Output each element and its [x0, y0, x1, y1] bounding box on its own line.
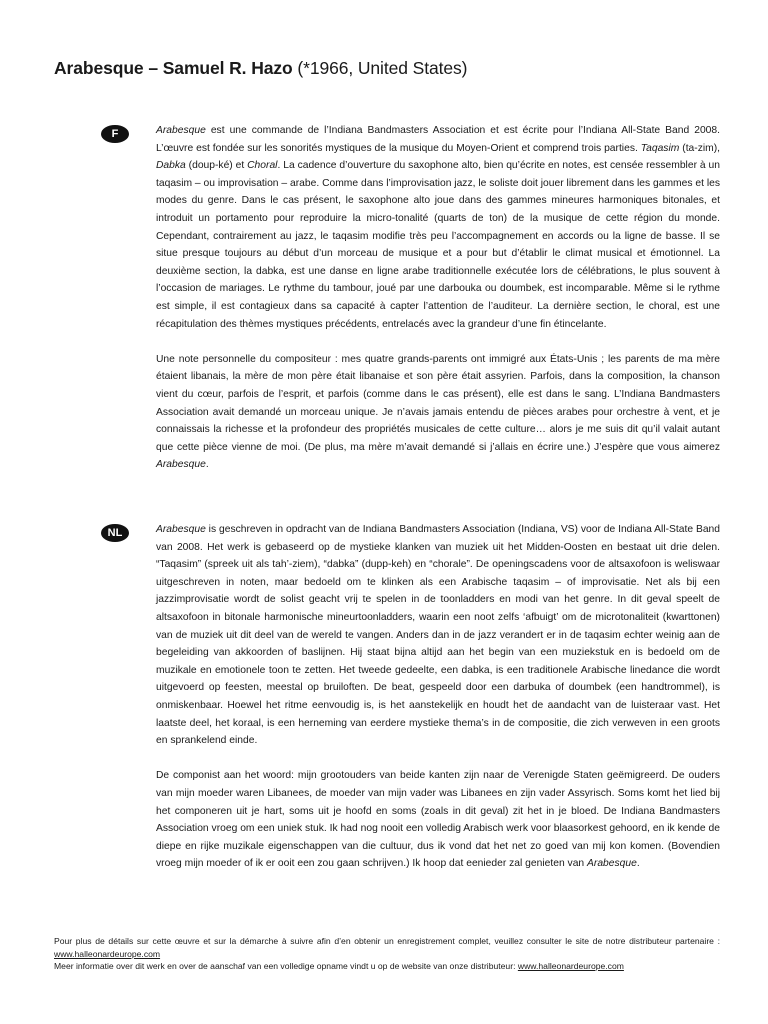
language-badge-french: F — [101, 125, 129, 143]
distributor-link-dutch[interactable]: www.halleonardeurope.com — [517, 961, 624, 972]
italic-run: Arabesque — [156, 524, 206, 535]
italic-run: Choral — [247, 160, 278, 172]
text-run: est une commande de l’Indiana Bandmasters Association et est écrite pour l’Indiana All-State Band 2008. L’œuvre est fondée sur les sonorités mystiques de la musique du Moyen-Orient et comprend trois parties. — [156, 125, 720, 154]
distributor-link-french[interactable]: www.halleonardeurope.com — [54, 948, 161, 959]
text-run: . La cadence d’ouverture du saxophone alto, bien qu’écrite en notes, est censée ressembler à un taqasim – ou improvisation – arabe. Comme dans l’improvisation jazz, le soliste doit jouer librement dans les gammes et les modes du genre. Dans le cas présent, le saxophone alto joue dans des gammes mineures harmoniques bitonales, et introduit un portamento pour reproduire la micro-tonalité (quarts de ton) de la musique de cette région du monde. Cependant, contrairement au jazz, le taqasim modifie très peu l’accompagnement en accords ou la ligne de basse. Il se situe presque toujours au début d’un morceau de musique et a pour but d’établir le climat musical et émotionnel. La deuxième section, la dabka, est une danse en ligne arabe traditionnelle exécutée lors de célébrations, le plus souvent à l’occasion de mariages. Le rythme du tambour, joué par une darbouka ou doumbek, est incomparable. Même si le rythme est simple, il est contagieux dans sa capacité à capter l’attention de l’auditeur. La dernière section, le choral, est une récapitulation des thèmes mystiques précédents, entrelacés avec la grandeur d’une fin étincelante. — [156, 160, 720, 330]
text-run: Une note personnelle du compositeur : mes quatre grands-parents ont immigré aux États-Unis ; les parents de ma mère étaient libanais, la mère de mon père était libanaise et son père était assyrien. Parfois, dans la composition, la chanson vient du cœur, parfois de l’esprit, et parfois (comme dans le cas présent), elle est dans le sang. L’Indiana Bandmasters Association avait demandé un morceau unique. Je n’avais jamais entendu de pièces arabes pour orchestre à vent, et je connaissais la richesse et la profondeur des propriétés musicales de cette culture… alors je me suis dit qu’il valait autant que cette pièce vienne de moi. (De plus, ma mère m’avait demandé si j’allais en écrire une.) J’espère que vous aimerez — [156, 353, 720, 453]
title-separator: – — [143, 58, 163, 78]
title-composer: Samuel R. Hazo — [162, 58, 293, 78]
footer-french — [54, 935, 720, 960]
paragraph — [156, 521, 720, 750]
footer — [54, 935, 720, 973]
page-title — [54, 58, 467, 79]
italic-run: Arabesque — [156, 459, 206, 471]
language-badge-dutch: NL — [101, 524, 129, 542]
paragraph — [156, 351, 720, 474]
italic-run: Arabesque — [587, 858, 637, 870]
footer-dutch — [54, 960, 720, 973]
italic-run: Arabesque — [156, 125, 206, 136]
text-run: . — [636, 858, 640, 870]
text-run: (ta-zim), — [679, 142, 721, 154]
text-run: is geschreven in opdracht van de Indiana Bandmasters Association (Indiana, VS) voor de Indiana All-State Band van 2008. Het werk is gebaseerd op de mystieke klanken van muziek uit het Midden-Oosten en bestaat uit drie delen. “Taqasim” (spreek uit als tah’-ziem), “dabka” (dupp-keh) en “chorale”. De openingscadens voor de altsaxofoon is weliswaar uitgeschreven in noten, maar bedoeld om te klinken als een Arabische taqasim – of improvisatie. Net als bij een jazzimprovisatie wordt de solist geacht vrij te spelen in de toonladders en modi van het genre. In dit geval speelt de altsaxofoon in bitonale harmonische mineurtoonladders, waarin een noot zelfs ‘afbuigt’ om de microtonaliteit (kwarttonen) van de muziek uit dit deel van de wereld te vangen. Anders dan in de jazz verandert er in de taqasim echter weinig aan de begeleiding van akkoorden of baslijnen. Hij staat bijna altijd aan het begin van een muziekstuk en is bedoeld om de muzikale en emotionele toon te zetten. Het tweede gedeelte, een dabka, is een traditionele Arabische linedance die wordt uitgevoerd op feesten, meestal op bruiloften. De beat, gespeeld door een darbuka of doumbek (een handtrommel), is onmiskenbaar. Hoewel het ritme eenvoudig is, is het aanstekelijk en houdt het de aandacht van de luisteraar vast. Het laatste deel, het koraal, is een herneming van eerdere mystieke thema’s in de compositie, die zich verweven in een groots en sprankelend einde. — [156, 524, 720, 747]
title-details: (*1966, United States) — [292, 58, 468, 78]
section-french — [156, 122, 720, 491]
footer-french-text: Pour plus de détails sur cette œuvre et sur la démarche à suivre afin d’en obtenir un enregistrement complet, veuillez consulter le site de notre distributeur partenaire : — [54, 936, 720, 946]
section-dutch — [156, 521, 720, 890]
title-work: Arabesque — [54, 58, 144, 78]
paragraph — [156, 767, 720, 873]
text-run: . — [205, 459, 209, 471]
italic-run: Taqasim — [640, 142, 680, 154]
text-run: De componist aan het woord: mijn grootouders van beide kanten zijn naar de Verenigde Staten geëmigreerd. De ouders van mijn moeder waren Libanees, de moeder van mijn vader was Libanees en zijn vader Assyrisch. Soms komt het lied bij het componeren uit je hart, soms uit je hoofd en soms (zoals in dit geval) zit het in je bloed. De Indiana Bandmasters Association vroeg om een uniek stuk. Ik had nog nooit een volledig Arabisch werk voor blaasorkest gehoord, en ik kende de diepe en rijke muzikale eigenschappen van die cultuur, dus ik vond dat het net zo goed van mij kon komen. (Bovendien vroeg mijn moeder of ik er ooit een zou gaan schrijven.) Ik hoop dat eenieder zal genieten van — [156, 770, 720, 870]
footer-dutch-text: Meer informatie over dit werk en over de aanschaf van een volledige opname vindt u op de website van onze distributeur: — [54, 961, 518, 972]
text-run: (doup-ké) et — [185, 160, 248, 172]
paragraph — [156, 122, 720, 333]
italic-run: Dabka — [156, 160, 186, 172]
